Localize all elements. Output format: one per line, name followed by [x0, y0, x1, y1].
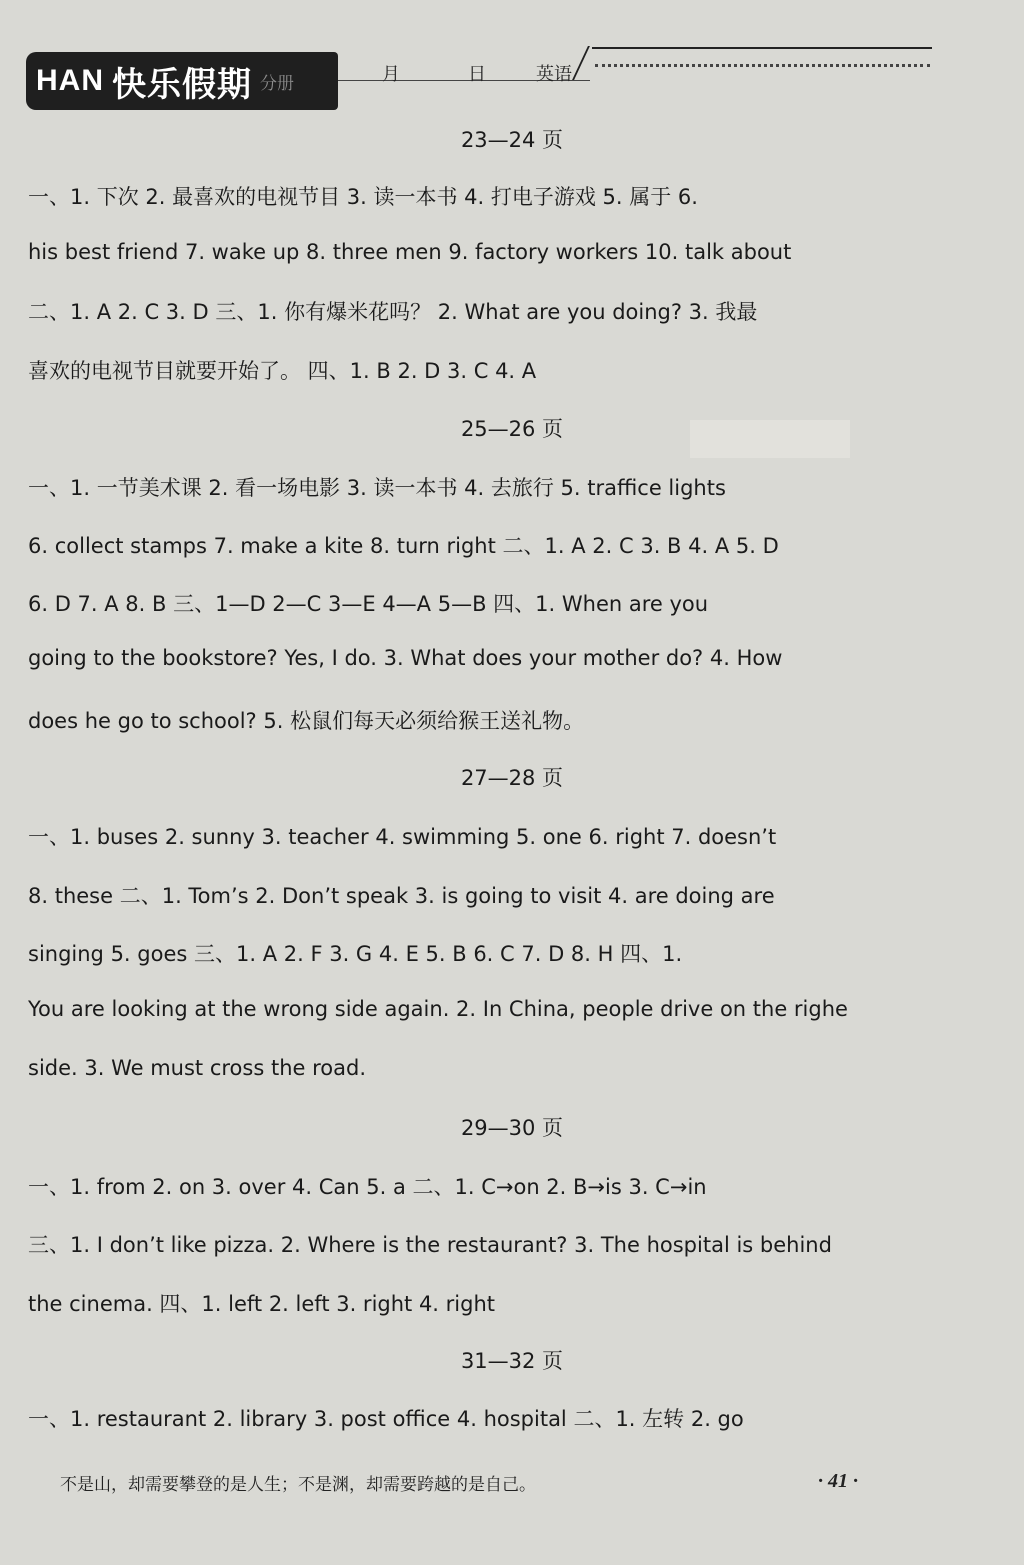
header-divider — [572, 46, 590, 80]
brand-logo: HAN — [36, 64, 104, 97]
answer-line: 8. these 二、1. Tom’s 2. Don’t speak 3. is going to visit 4. are doing are — [28, 884, 775, 908]
header-dotted-rule — [595, 64, 930, 67]
book-title: 快乐假期 — [112, 64, 252, 105]
answer-line: You are looking at the wrong side again. 2. In China, people drive on the righe — [28, 997, 848, 1021]
answer-line: 一、1. restaurant 2. library 3. post office 4. hospital 二、1. 左转 2. go — [28, 1407, 744, 1431]
answer-line: 三、1. I don’t like pizza. 2. Where is the restaurant? 3. The hospital is behind — [28, 1233, 832, 1257]
answer-line: side. 3. We must cross the road. — [28, 1056, 366, 1080]
book-subtitle: 分册 — [260, 73, 294, 94]
section-heading: 25—26 页 — [460, 417, 564, 441]
answer-line: 喜欢的电视节目就要开始了。 四、1. B 2. D 3. C 4. A — [28, 359, 537, 383]
section-heading: 31—32 页 — [460, 1349, 564, 1373]
page-number: · 41 · — [818, 1470, 858, 1492]
answer-line: 二、1. A 2. C 3. D 三、1. 你有爆米花吗？ 2. What are you doing? 3. 我最 — [28, 300, 758, 324]
erased-patch — [690, 420, 850, 458]
footer-quote: 不是山，却需要攀登的是人生；不是渊，却需要跨越的是自己。 — [60, 1475, 536, 1495]
answer-line: 6. D 7. A 8. B 三、1—D 2—C 3—E 4—A 5—B 四、1. When are you — [28, 592, 709, 616]
brand-banner — [26, 52, 338, 110]
section-heading: 29—30 页 — [460, 1116, 564, 1140]
answer-line: 一、1. buses 2. sunny 3. teacher 4. swimming 5. one 6. right 7. doesn’t — [28, 825, 777, 849]
answer-line: 一、1. 一节美术课 2. 看一场电影 3. 读一本书 4. 去旅行 5. traffice lights — [28, 476, 726, 500]
answer-line: going to the bookstore? Yes, I do. 3. What does your mother do? 4. How — [28, 646, 783, 670]
answer-line: 一、1. 下次 2. 最喜欢的电视节目 3. 读一本书 4. 打电子游戏 5. 属于 6. — [28, 185, 698, 209]
day-label: 日 — [468, 64, 486, 85]
section-heading: 27—28 页 — [460, 766, 564, 790]
answer-line: 一、1. from 2. on 3. over 4. Can 5. a 二、1. C→on 2. B→is 3. C→in — [28, 1175, 707, 1199]
answer-line: his best friend 7. wake up 8. three men 9. factory workers 10. talk about — [28, 240, 792, 264]
section-heading: 23—24 页 — [460, 128, 564, 152]
month-label: 月 — [382, 64, 400, 85]
answer-line: does he go to school? 5. 松鼠们每天必须给猴王送礼物。 — [28, 709, 585, 733]
answer-line: the cinema. 四、1. left 2. left 3. right 4. right — [28, 1292, 496, 1316]
header-rule — [592, 47, 932, 49]
subject-label: 英语 — [536, 64, 572, 85]
answer-line: singing 5. goes 三、1. A 2. F 3. G 4. E 5. B 6. C 7. D 8. H 四、1. — [28, 942, 683, 966]
answer-line: 6. collect stamps 7. make a kite 8. turn right 二、1. A 2. C 3. B 4. A 5. D — [28, 534, 779, 558]
